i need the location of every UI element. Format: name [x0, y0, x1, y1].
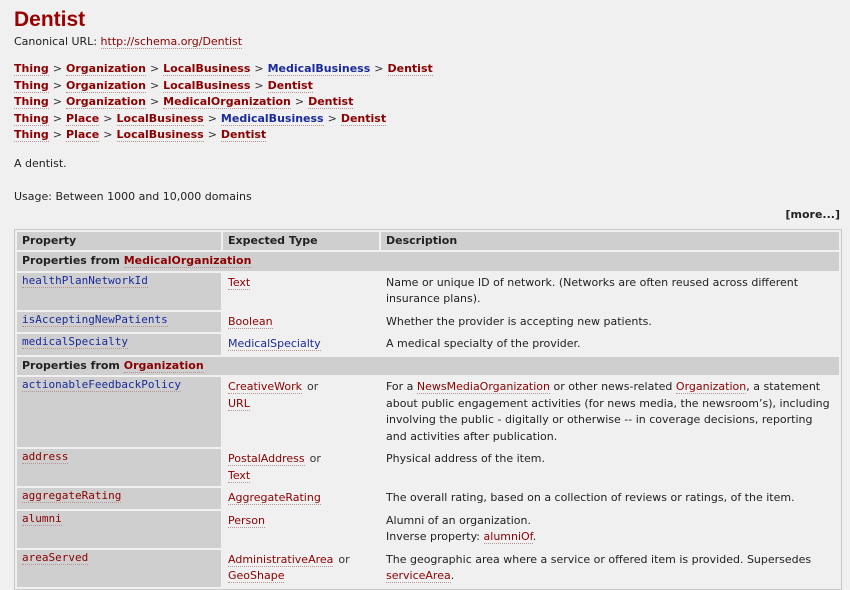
breadcrumb-link[interactable]: MedicalBusiness — [267, 62, 371, 75]
page-title: Dentist — [14, 8, 86, 31]
description-link[interactable]: NewsMediaOrganization — [416, 380, 551, 394]
table-row — [17, 273, 839, 310]
type-line — [228, 336, 374, 353]
header-description: Description — [381, 232, 839, 251]
description-line: Name or unique ID of network. (Networks are often reused across different insurance plans). — [386, 275, 799, 306]
property-name-cell — [17, 488, 221, 509]
property-name-cell — [17, 550, 221, 587]
description-link[interactable]: alumniOf — [483, 530, 533, 544]
more-link[interactable]: [more...] — [785, 207, 840, 221]
usage-text: Usage: Between 1000 and 10,000 domains — [14, 189, 252, 203]
property-name-cell — [17, 511, 221, 548]
table-row — [17, 449, 839, 486]
section-header — [17, 252, 839, 271]
type-link[interactable]: Person — [228, 513, 265, 527]
breadcrumb-link[interactable]: Thing — [14, 128, 49, 142]
description-cell — [381, 377, 839, 447]
section-header-row — [17, 357, 839, 376]
description-line: Whether the provider is accepting new patients. — [386, 314, 652, 328]
section-header — [17, 357, 839, 376]
breadcrumb-link[interactable]: MedicalBusiness — [220, 111, 324, 125]
type-line — [228, 379, 374, 396]
header-expected-type: Expected Type — [223, 232, 379, 251]
table-row — [17, 334, 839, 355]
property-name-link[interactable]: alumni — [22, 511, 62, 525]
type-link[interactable]: Boolean — [228, 314, 273, 328]
property-name-link[interactable]: isAcceptingNewPatients — [22, 312, 168, 326]
breadcrumb-link[interactable]: Dentist — [387, 62, 433, 75]
expected-type-cell — [223, 488, 379, 509]
breadcrumb-link[interactable]: Thing — [14, 95, 49, 109]
property-name-cell — [17, 273, 221, 310]
type-line — [228, 468, 374, 485]
table-row — [17, 550, 839, 587]
section-prefix: Properties from — [22, 254, 124, 268]
description-link[interactable]: Organization — [675, 380, 747, 394]
type-link[interactable]: AdministrativeArea — [228, 552, 334, 566]
description-cell — [381, 488, 839, 509]
breadcrumb-link[interactable]: Organization — [66, 95, 146, 109]
breadcrumb-separator: > — [374, 62, 384, 75]
breadcrumb-link[interactable]: Thing — [14, 111, 49, 125]
breadcrumb-separator: > — [294, 95, 305, 109]
section-prefix: Properties from — [22, 358, 124, 372]
breadcrumb-separator: > — [254, 62, 264, 75]
table-row — [17, 312, 839, 333]
description-line: Alumni of an organization. — [386, 513, 531, 527]
table-header-row — [17, 232, 839, 251]
property-name-cell — [17, 377, 221, 447]
type-line — [228, 451, 374, 468]
breadcrumb-link[interactable]: Dentist — [220, 128, 267, 142]
canonical-url-link[interactable]: http://schema.org/Dentist — [100, 35, 243, 48]
type-line — [228, 314, 374, 331]
breadcrumbs — [14, 61, 842, 144]
breadcrumb-separator: > — [52, 62, 63, 75]
description-line: The overall rating, based on a collection of reviews or ratings, of the item. — [386, 491, 795, 505]
type-line — [228, 275, 374, 292]
section-header-row — [17, 252, 839, 271]
properties-table — [14, 229, 842, 590]
expected-type-cell — [223, 312, 379, 333]
description-cell — [381, 334, 839, 355]
breadcrumb-separator: > — [207, 111, 217, 125]
property-name-link[interactable]: healthPlanNetworkId — [22, 273, 148, 287]
property-name-cell — [17, 449, 221, 486]
canonical-label: Canonical URL: — [14, 35, 98, 48]
type-line — [228, 490, 374, 507]
breadcrumb — [14, 94, 842, 111]
breadcrumb-separator: > — [52, 78, 63, 92]
breadcrumb — [14, 111, 842, 128]
property-name-cell — [17, 312, 221, 333]
type-link[interactable]: GeoShape — [228, 569, 285, 583]
description-line: Physical address of the item. — [386, 452, 545, 466]
breadcrumb-link[interactable]: Thing — [14, 62, 49, 75]
breadcrumb-link[interactable]: Dentist — [340, 111, 387, 125]
breadcrumb-link[interactable]: LocalBusiness — [163, 78, 251, 92]
breadcrumb-separator: > — [149, 78, 160, 92]
type-line — [228, 396, 374, 413]
type-link[interactable]: CreativeWork — [228, 380, 302, 394]
breadcrumb-separator: > — [103, 128, 113, 142]
breadcrumb-link[interactable]: Organization — [66, 78, 146, 92]
breadcrumb-separator: > — [149, 95, 160, 109]
section-type-link[interactable]: MedicalOrganization — [123, 254, 252, 268]
or-word: or — [338, 552, 350, 566]
expected-type-cell — [223, 273, 379, 310]
breadcrumb-separator: > — [149, 62, 160, 75]
description-link[interactable]: serviceArea — [386, 569, 451, 583]
description-cell — [381, 449, 839, 486]
expected-type-cell — [223, 511, 379, 548]
or-word: or — [306, 380, 319, 394]
table-row — [17, 511, 839, 548]
description-line: For a NewsMediaOrganization or other news-related Organization, a statement about public engagement activities (for news media, the newsroom’s), including involving the public - digitally or otherwise -- in coverage decisions, reporting and activities after publication. — [386, 380, 830, 443]
expected-type-cell — [223, 334, 379, 355]
breadcrumb-link[interactable]: LocalBusiness — [116, 111, 204, 125]
breadcrumb-separator: > — [52, 95, 63, 109]
description-cell — [381, 312, 839, 333]
type-link[interactable]: URL — [228, 396, 250, 410]
type-line — [228, 513, 374, 530]
property-name-link[interactable]: actionableFeedbackPolicy — [22, 378, 181, 392]
type-link[interactable]: MedicalSpecialty — [228, 337, 321, 351]
table-row — [17, 488, 839, 509]
canonical-url-line — [14, 34, 842, 50]
type-line — [228, 552, 374, 569]
breadcrumb-separator: > — [52, 111, 63, 125]
description-cell — [381, 511, 839, 548]
property-name-link[interactable]: address — [22, 450, 69, 464]
breadcrumb-link[interactable]: Thing — [14, 78, 49, 92]
breadcrumb-link[interactable]: LocalBusiness — [163, 62, 251, 75]
expected-type-cell — [223, 377, 379, 447]
property-name-link[interactable]: aggregateRating — [22, 489, 122, 503]
breadcrumb-link[interactable]: Organization — [66, 62, 146, 75]
breadcrumb-link[interactable]: Place — [66, 111, 100, 125]
breadcrumb-link[interactable]: Dentist — [267, 78, 313, 92]
breadcrumb-separator: > — [327, 111, 337, 125]
breadcrumb — [14, 78, 842, 95]
breadcrumb-link[interactable]: Dentist — [308, 95, 354, 109]
property-name-link[interactable]: areaServed — [22, 550, 89, 564]
expected-type-cell — [223, 550, 379, 587]
description-line: Inverse property: alumniOf. — [386, 530, 537, 544]
type-link[interactable]: Text — [228, 468, 251, 482]
table-row — [17, 377, 839, 447]
breadcrumb-separator: > — [254, 78, 264, 92]
description-line: The geographic area where a service or offered item is provided. Supersedes serviceArea. — [386, 552, 812, 583]
breadcrumb — [14, 61, 842, 78]
breadcrumb-link[interactable]: LocalBusiness — [116, 128, 204, 142]
expected-type-cell — [223, 449, 379, 486]
property-name-cell — [17, 334, 221, 355]
type-link[interactable]: PostalAddress — [228, 452, 305, 466]
property-name-link[interactable]: medicalSpecialty — [22, 335, 128, 349]
breadcrumb-separator: > — [207, 128, 217, 142]
breadcrumb-separator: > — [52, 128, 63, 142]
breadcrumb-separator: > — [103, 111, 113, 125]
breadcrumb-link[interactable]: Place — [66, 128, 100, 142]
section-type-link[interactable]: Organization — [123, 358, 204, 372]
description-line: A medical specialty of the provider. — [386, 337, 581, 351]
breadcrumb — [14, 127, 842, 144]
breadcrumb-link[interactable]: MedicalOrganization — [163, 95, 291, 109]
description-cell — [381, 550, 839, 587]
or-word: or — [309, 452, 321, 466]
type-link[interactable]: AggregateRating — [228, 491, 321, 505]
header-property: Property — [17, 232, 221, 251]
type-link[interactable]: Text — [228, 275, 251, 289]
type-description: A dentist. — [14, 156, 67, 170]
description-cell — [381, 273, 839, 310]
